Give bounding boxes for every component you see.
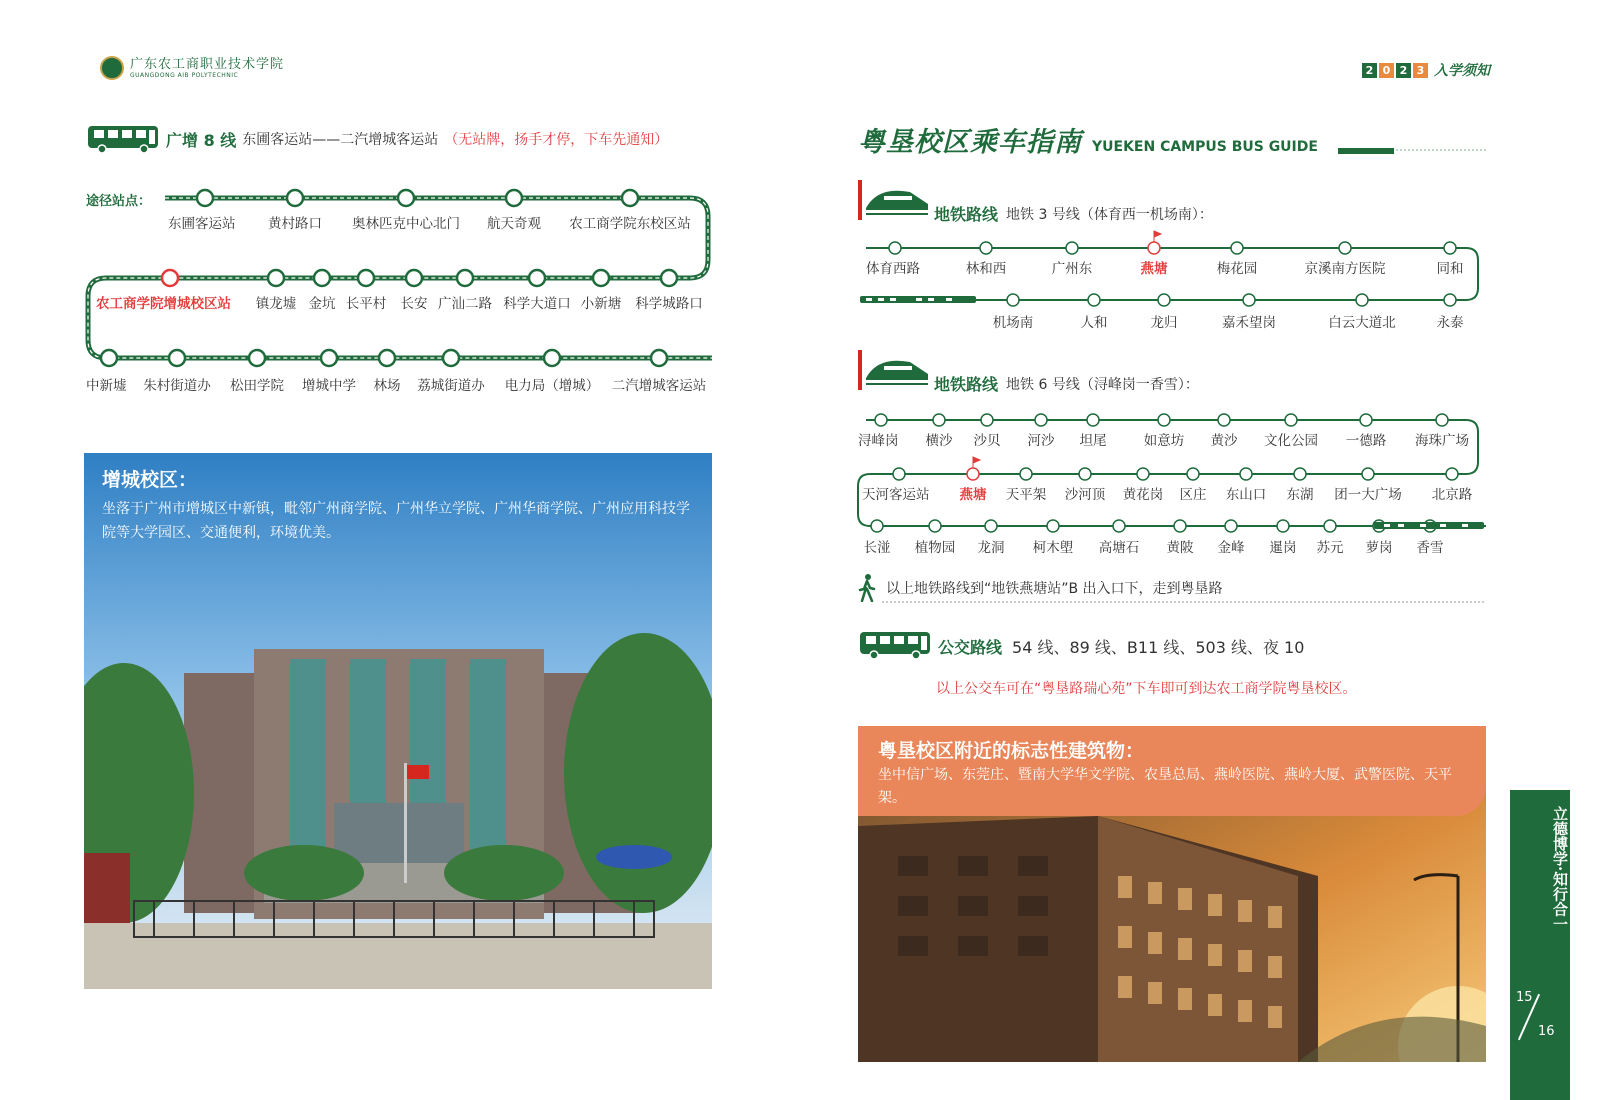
station-dot [1187, 468, 1199, 480]
station-dot [268, 270, 284, 286]
station-label: 北京路 [1431, 487, 1473, 503]
station-dot [506, 190, 522, 206]
station-dot [1362, 468, 1374, 480]
station-dot [875, 414, 887, 426]
station-label: 金峰 [1217, 540, 1245, 556]
bus-line-desc: 东圃客运站——二汽增城客运站 [242, 132, 439, 148]
page-number-left: 15 [1516, 990, 1533, 1005]
station-dot [1277, 520, 1289, 532]
flag-icon [973, 457, 980, 468]
metro-train-icon [858, 180, 930, 220]
station-label: 浔峰岗 [858, 433, 899, 449]
station-label: 荔城街道办 [417, 378, 485, 394]
station-label: 农工商学院增城校区站 [96, 296, 231, 312]
station-label: 坦尾 [1079, 433, 1107, 449]
metro-label: 地铁路线 [934, 205, 999, 224]
station-dot [967, 468, 979, 480]
walk-note-text: 以上地铁路线到“地铁燕塘站”B 出入口下，走到粤垦路 [886, 581, 1223, 597]
station-label: 黄陂 [1166, 540, 1194, 556]
station-dot [651, 350, 667, 366]
walking-person-icon [858, 574, 876, 602]
station-dot [980, 242, 992, 254]
route-label: 途径站点： [86, 194, 152, 209]
station-label: 永泰 [1436, 315, 1464, 331]
station-label: 海珠广场 [1415, 433, 1469, 449]
metro-3-desc: 地铁 3 号线（体育西一机场南）： [1006, 206, 1213, 223]
station-dot [406, 270, 422, 286]
station-label: 镇龙墟 [255, 296, 297, 312]
station-label: 植物园 [914, 540, 956, 556]
bus-label: 公交路线 [938, 637, 1003, 657]
station-label: 梅花园 [1216, 261, 1258, 277]
station-dot [1446, 468, 1458, 480]
metro-label: 地铁路线 [934, 375, 999, 394]
station-dot [1243, 294, 1255, 306]
metro-3-header [934, 202, 1213, 225]
station-dot [1158, 294, 1170, 306]
station-label: 白云大道北 [1328, 315, 1396, 331]
metro-6-header [934, 372, 1199, 395]
station-label: 人和 [1080, 315, 1108, 331]
station-dot [1240, 468, 1252, 480]
station-dot [1225, 520, 1237, 532]
zengcheng-campus-title: 增城校区： [102, 469, 198, 491]
station-label: 沙贝 [973, 433, 1001, 449]
station-label: 天河客运站 [862, 487, 930, 503]
station-label: 嘉禾望岗 [1222, 315, 1276, 331]
station-dot [544, 350, 560, 366]
station-label: 林场 [373, 378, 401, 394]
station-label: 广州东 [1051, 261, 1093, 277]
bus-routes: 54 线、89 线、B11 线、503 线、夜 10 [1012, 637, 1305, 657]
station-label: 东山口 [1225, 487, 1267, 503]
page-number-right: 16 [1538, 1024, 1555, 1039]
walk-note [858, 574, 1223, 602]
station-dot [622, 190, 638, 206]
station-dot [1294, 468, 1306, 480]
metro-6-desc: 地铁 6 号线（浔峰岗一香雪）： [1006, 376, 1199, 393]
station-dot [1231, 242, 1243, 254]
bus-note: 以上公交车可在“粤垦路瑞心苑”下车即可到达农工商学院粤垦校区。 [936, 681, 1357, 697]
station-label: 京溪南方医院 [1304, 261, 1386, 277]
station-dot [1079, 468, 1091, 480]
station-dot [379, 350, 395, 366]
station-label: 增城中学 [302, 378, 356, 394]
station-dot [169, 350, 185, 366]
station-label: 萝岗 [1365, 540, 1393, 556]
zengcheng-campus-desc: 坐落于广州市增城区中新镇，毗邻广州商学院、广州华立学院、广州华商学院、广州应用科技学院等大学园区、交通便利，环境优美。 [102, 501, 690, 541]
station-label: 小新塘 [580, 296, 622, 312]
station-label: 河沙 [1027, 433, 1055, 449]
landmark-banner [858, 726, 1486, 816]
station-dot [1218, 414, 1230, 426]
station-label: 体育西路 [866, 261, 920, 277]
station-label: 长平村 [345, 296, 387, 312]
year-digit: 2 [1396, 63, 1411, 78]
station-dot [1066, 242, 1078, 254]
side-tab [1510, 790, 1570, 1100]
station-dot [593, 270, 609, 286]
school-motto: 立德博学·知行合一 [1551, 806, 1569, 932]
station-label: 横沙 [925, 433, 953, 449]
station-label: 中新墟 [86, 378, 127, 394]
station-dot [871, 520, 883, 532]
station-label: 机场南 [992, 315, 1034, 331]
flag-icon [1154, 231, 1161, 242]
station-dot [529, 270, 545, 286]
station-dot [162, 270, 178, 286]
year-label: 入学须知 [1434, 63, 1490, 79]
station-dot [1339, 242, 1351, 254]
station-dot [1020, 468, 1032, 480]
station-dot [1444, 294, 1456, 306]
station-label: 燕塘 [1140, 261, 1168, 277]
station-label: 柯木塱 [1032, 540, 1074, 556]
year-digit: 2 [1362, 63, 1377, 78]
station-dot [661, 270, 677, 286]
station-label: 金坑 [308, 296, 336, 312]
guide-title-en: YUEKEN CAMPUS BUS GUIDE [1092, 139, 1318, 155]
station-label: 林和西 [965, 261, 1007, 277]
landmark-title: 粤垦校区附近的标志性建筑物： [878, 740, 1145, 762]
station-dot [1285, 414, 1297, 426]
station-dot [985, 520, 997, 532]
station-dot [287, 190, 303, 206]
station-dot [1113, 520, 1125, 532]
station-label: 松田学院 [230, 378, 284, 394]
station-label: 黄花岗 [1122, 487, 1164, 503]
station-label: 朱村街道办 [143, 378, 211, 394]
station-label: 燕塘 [959, 487, 987, 503]
station-dot [1087, 414, 1099, 426]
station-label: 天平架 [1005, 487, 1047, 503]
station-label: 文化公园 [1264, 433, 1318, 449]
station-dot [1360, 414, 1372, 426]
station-dot [249, 350, 265, 366]
station-label: 龙归 [1150, 315, 1178, 331]
station-label: 农工商学院东校区站 [569, 216, 691, 232]
station-label: 奥林匹克中心北门 [352, 216, 460, 232]
station-dot [358, 270, 374, 286]
station-label: 香雪 [1416, 540, 1444, 556]
station-dot [443, 350, 459, 366]
station-label: 电力局（增城） [504, 378, 600, 394]
logo-en-text: GUANGDONG AIB POLYTECHNIC [130, 71, 239, 79]
station-dot [101, 350, 117, 366]
station-dot [933, 414, 945, 426]
station-label: 科学大道口 [503, 296, 571, 312]
station-label: 长湴 [863, 540, 891, 556]
station-dot [1436, 414, 1448, 426]
station-label: 团一大广场 [1334, 487, 1402, 503]
guide-title-cn: 粤垦校区乘车指南 [858, 127, 1082, 158]
station-dot [1047, 520, 1059, 532]
station-label: 苏元 [1316, 540, 1344, 556]
station-dot [398, 190, 414, 206]
zengcheng-campus-panel [84, 453, 712, 989]
station-label: 东湖 [1286, 487, 1314, 503]
bus-icon [858, 630, 932, 662]
year-digit: 0 [1379, 63, 1394, 78]
logo-cn-text: 广东农工商职业技术学院 [130, 56, 285, 72]
station-dot [893, 468, 905, 480]
station-dot [1444, 242, 1456, 254]
station-label: 暹岗 [1269, 540, 1297, 556]
station-dot [321, 350, 337, 366]
station-label: 航天奇观 [487, 216, 541, 232]
station-label: 如意坊 [1143, 433, 1185, 449]
landmark-desc: 坐中信广场、东莞庄、暨南大学华文学院、农垦总局、燕岭医院、燕岭大厦、武警医院、天平架。 [878, 767, 1452, 806]
station-dot [889, 242, 901, 254]
station-dot [197, 190, 213, 206]
station-dot [981, 414, 993, 426]
station-label: 广汕二路 [438, 296, 492, 312]
station-label: 黄沙 [1210, 433, 1238, 449]
public-bus-header [858, 630, 1304, 662]
station-dot [1324, 520, 1336, 532]
bus-line-note: （无站牌，扬手才停，下车先通知） [444, 132, 669, 148]
station-label: 龙洞 [977, 540, 1005, 556]
guide-title [858, 120, 1318, 159]
station-dot [1148, 242, 1160, 254]
bus-line-name: 广增 8 线 [166, 130, 237, 150]
station-dot [1035, 414, 1047, 426]
station-label: 东圃客运站 [168, 216, 236, 232]
station-dot [1137, 468, 1149, 480]
station-label: 一德路 [1345, 433, 1387, 449]
title-rule [1338, 148, 1486, 154]
station-dot [314, 270, 330, 286]
year-digit: 3 [1413, 63, 1428, 78]
station-dot [929, 520, 941, 532]
station-dot [1174, 520, 1186, 532]
station-label: 高塘石 [1098, 540, 1140, 556]
station-dot [457, 270, 473, 286]
station-label: 黄村路口 [268, 216, 322, 232]
station-dot [1007, 294, 1019, 306]
station-label: 区庄 [1179, 487, 1207, 503]
station-label: 长安 [400, 296, 428, 312]
metro-train-icon [858, 350, 930, 390]
station-label: 沙河顶 [1064, 487, 1106, 503]
station-dot [1356, 294, 1368, 306]
station-dot [1158, 414, 1170, 426]
station-label: 二汽增城客运站 [611, 378, 707, 394]
station-label: 科学城路口 [635, 296, 703, 312]
yueken-landmark-card [858, 726, 1486, 1062]
station-dot [1088, 294, 1100, 306]
station-label: 同和 [1436, 261, 1464, 277]
